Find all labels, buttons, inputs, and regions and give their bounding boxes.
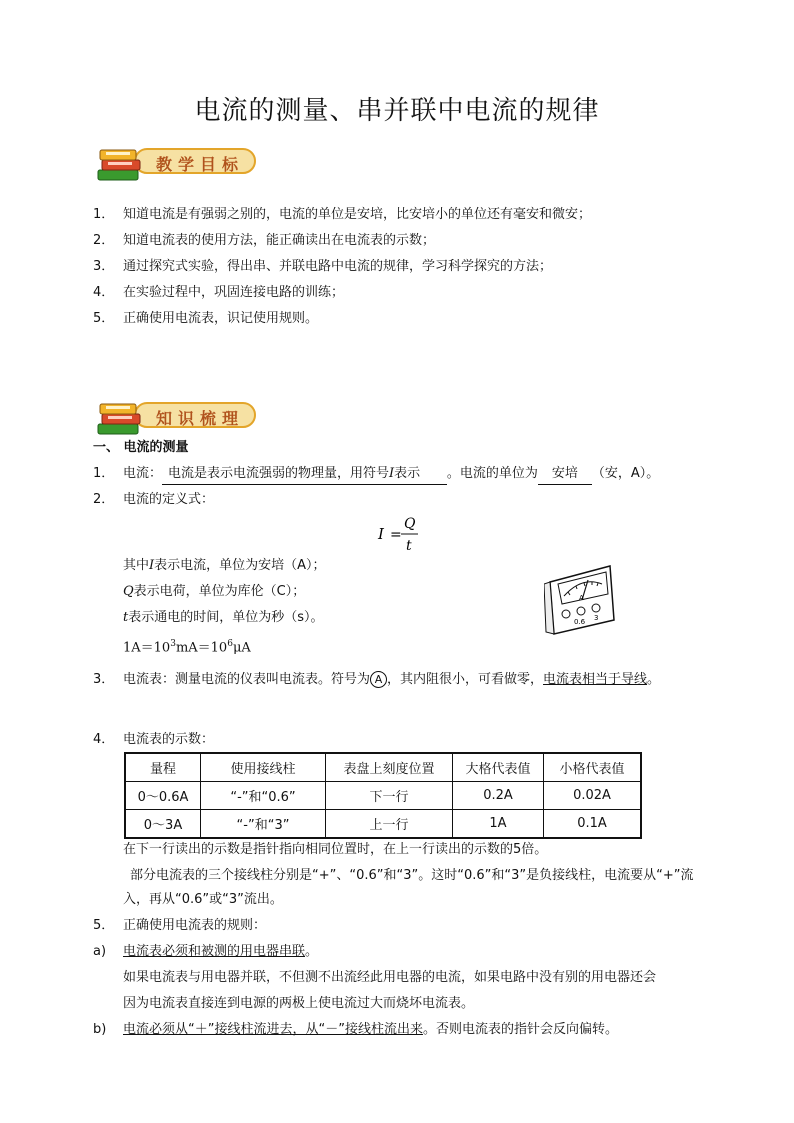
table-note: 在下一行读出的示数是指针指向相同位置时，在上一行读出的示数的5倍。	[123, 842, 548, 857]
goal-item: 2． 知道电流表的使用方法，能正确读出在电流表的示数；	[93, 233, 436, 248]
page-title: 电流的测量、串并联中电流的规律	[194, 96, 600, 126]
ammeter-symbol: A	[370, 671, 387, 688]
svg-text:I: I	[378, 525, 384, 543]
badge-label: 知识梳理	[156, 409, 245, 428]
def-charge: Q表示电荷，单位为库伦（C）；	[123, 584, 306, 599]
goal-item: 1． 知道电流是有强弱之别的，电流的单位是安培，比安培小的单位还有毫安和微安；	[93, 207, 592, 222]
svg-text:3: 3	[594, 614, 599, 622]
svg-text:t: t	[406, 538, 412, 554]
current-formula	[376, 514, 436, 558]
goal-item: 5． 正确使用电流表，识记使用规则。	[93, 311, 319, 326]
terminal-note-cont: 入，再从“0.6”或“3”流出。	[123, 892, 283, 907]
terminal-note: 部分电流表的三个接线柱分别是“+”、“0.6”和“3”。这时“0.6”和“3”是负接线柱，电流要从“+”流	[130, 868, 694, 883]
rule-a-detail-cont: 因为电流表直接连到电源的两极上使电流过大而烧坏电流表。	[123, 996, 475, 1011]
goal-item: 4． 在实验过程中，巩固连接电路的训练；	[93, 285, 345, 300]
section-badge-knowledge	[94, 396, 264, 442]
table-row: 0～3A “-”和“3” 上一行 1A 0.1A	[125, 810, 641, 839]
svg-text:=: =	[390, 527, 402, 543]
ammeter-table	[124, 752, 642, 839]
item-3: 3． 电流表：测量电流的仪表叫电流表。符号为 A ，其内阻很小，可看做零，电流表相当于导线。	[93, 672, 661, 687]
svg-text:A: A	[579, 594, 584, 602]
rule-a-detail: 如果电流表与用电器并联，不但测不出流经此用电器的电流，如果电路中没有别的用电器还会	[123, 970, 657, 985]
books-icon	[94, 396, 154, 442]
item-2: 2． 电流的定义式：	[93, 492, 215, 507]
goal-item: 3． 通过探究式实验，得出串、并联电路中电流的规律，学习科学探究的方法；	[93, 259, 553, 274]
item-1: 1． 电流： 电流是表示电流强弱的物理量，用符号I表示 。电流的单位为 安培 （安，A）。	[93, 464, 659, 485]
badge-label: 教学目标	[156, 155, 245, 174]
table-header-row: 量程 使用接线柱 表盘上刻度位置 大格代表值 小格代表值	[125, 753, 641, 782]
unit-conversion: $1A=10^3mA=10^6\mu A$	[123, 639, 251, 656]
item-4: 4． 电流表的示数：	[93, 732, 215, 747]
svg-text:0.6: 0.6	[574, 618, 586, 626]
item-5: 5． 正确使用电流表的规则：	[93, 918, 267, 933]
rule-b: b) 电流必须从“＋”接线柱流进去，从“－”接线柱流出来。否则电流表的指针会反向偏转。	[93, 1022, 618, 1037]
def-time: t表示通电的时间，单位为秒（s）。	[123, 610, 324, 625]
def-current: 其中I表示电流，单位为安培（A）；	[123, 558, 326, 573]
ammeter-illustration	[544, 562, 618, 638]
svg-text:Q: Q	[404, 516, 416, 532]
section-badge-goals	[94, 142, 264, 188]
rule-a: a) 电流表必须和被测的用电器串联。	[93, 944, 319, 959]
table-row: 0～0.6A “-”和“0.6” 下一行 0.2A 0.02A	[125, 782, 641, 810]
section-heading: 一、 电流的测量	[93, 440, 189, 455]
books-icon	[94, 142, 154, 188]
